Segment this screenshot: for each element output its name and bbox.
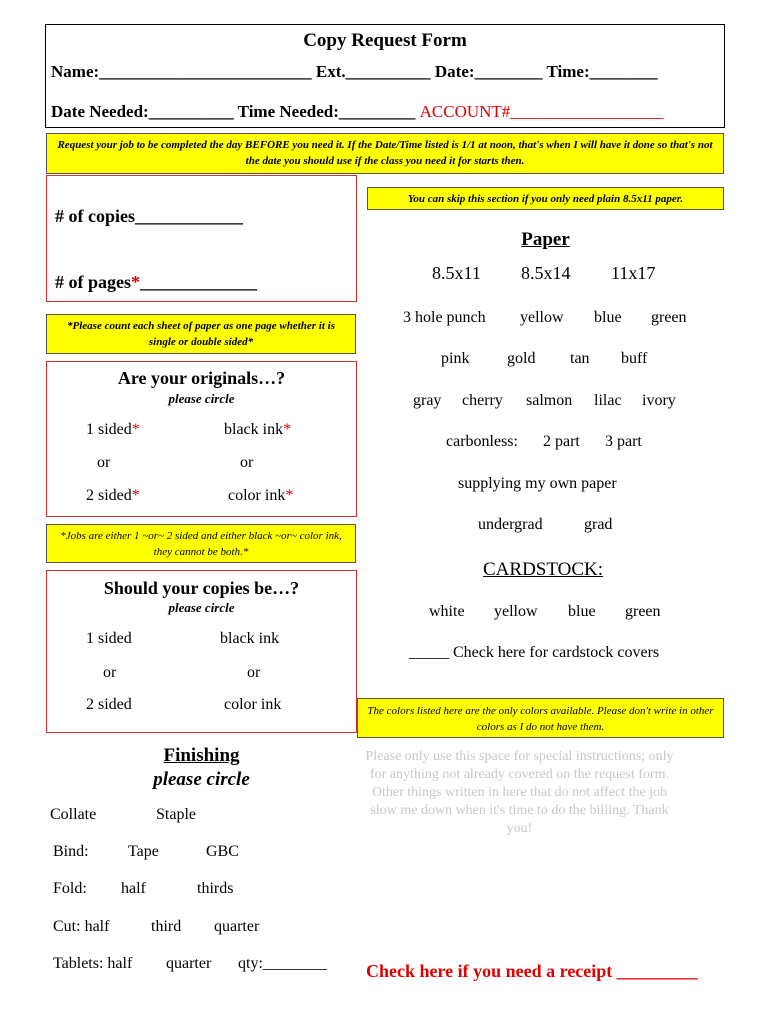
pages-label: # of pages	[55, 272, 131, 292]
originals-subtitle: please circle	[168, 391, 235, 406]
fold-half-option[interactable]: half	[121, 880, 146, 897]
ext-field[interactable]: __________	[345, 62, 431, 81]
cardstock-yellow-option[interactable]: yellow	[494, 603, 538, 620]
paper-buff-option[interactable]: buff	[621, 350, 648, 367]
collate-option[interactable]: Collate	[50, 806, 97, 823]
paper-yellow-option[interactable]: yellow	[520, 309, 564, 326]
paper-ivory-option[interactable]: ivory	[642, 392, 676, 409]
gbc-option[interactable]: GBC	[206, 843, 239, 860]
date-needed-field[interactable]: __________	[148, 102, 234, 121]
header-row-2	[51, 102, 663, 122]
date-label: Date:	[434, 62, 475, 81]
asterisk-mark: *	[131, 272, 140, 292]
pages-field[interactable]: _____________	[140, 272, 257, 292]
paper-gold-option[interactable]: gold	[507, 350, 536, 367]
copies-be-or-right: or	[247, 664, 261, 681]
cardstock-title: CARDSTOCK:	[483, 559, 604, 580]
tablets-qty-field[interactable]: qty:________	[238, 955, 327, 972]
grad-option[interactable]: grad	[584, 516, 613, 533]
undergrad-option[interactable]: undergrad	[478, 516, 543, 533]
copies-be-or-left: or	[103, 664, 117, 681]
cardstock-note: The colors listed here are the only colors available. Please don't write in other colors as I do not have them.	[357, 698, 724, 738]
ext-label: Ext.	[315, 62, 346, 81]
special-instructions-area[interactable]: Please only use this space for special instructions; only for anything not already covered on the request form. Other things written in here that do not affect the job slow me down when it's time to do the billing. Thank you!	[365, 749, 674, 836]
cut-third-option[interactable]: third	[151, 918, 182, 935]
paper-green-option[interactable]: green	[651, 309, 687, 326]
tablets-quarter-option[interactable]: quarter	[166, 955, 212, 972]
fold-thirds-option[interactable]: thirds	[197, 880, 234, 897]
time-needed-field[interactable]: _________	[338, 102, 416, 121]
jobs-note: *Jobs are either 1 ~or~ 2 sided and either black ~or~ color ink, they cannot be both.*	[46, 524, 356, 563]
size-11x17[interactable]: 11x17	[611, 263, 656, 283]
account-field[interactable]: __________________	[510, 102, 664, 121]
page-count-note: *Please count each sheet of paper as one page whether it is single or double sided*	[46, 314, 356, 354]
finishing-subtitle: please circle	[153, 769, 250, 790]
time-needed-label: Time Needed:	[237, 102, 339, 121]
cardstock-blue-option[interactable]: blue	[568, 603, 596, 620]
size-8-5x11[interactable]: 8.5x11	[432, 263, 481, 283]
tablets-half-option[interactable]: Tablets: half	[53, 955, 133, 972]
pages-row	[55, 272, 257, 293]
cardstock-white-option[interactable]: white	[429, 603, 465, 620]
copies-label: # of copies	[55, 206, 135, 226]
copies-be-subtitle: please circle	[168, 600, 235, 615]
copies-field[interactable]: ____________	[135, 206, 243, 226]
name-field[interactable]: _________________________	[99, 62, 312, 81]
copies-be-black-ink[interactable]: black ink	[220, 630, 280, 647]
originals-two-sided[interactable]: 2 sided*	[86, 487, 140, 504]
carbonless-3-part-option[interactable]: 3 part	[605, 433, 642, 450]
paper-salmon-option[interactable]: salmon	[526, 392, 573, 409]
header-row-1	[51, 62, 658, 82]
cut-half-option[interactable]: Cut: half	[53, 918, 110, 935]
carbonless-2-part-option[interactable]: 2 part	[543, 433, 580, 450]
time-field[interactable]: ________	[589, 62, 658, 81]
copies-be-color-ink[interactable]: color ink	[224, 696, 282, 713]
paper-gray-option[interactable]: gray	[413, 392, 442, 409]
originals-title: Are your originals…?	[117, 368, 286, 388]
own-paper-option[interactable]: supplying my own paper	[458, 475, 617, 492]
date-needed-label: Date Needed:	[51, 102, 149, 121]
date-field[interactable]: ________	[474, 62, 543, 81]
account-label: ACCOUNT#	[419, 102, 511, 121]
time-label: Time:	[546, 62, 590, 81]
cut-quarter-option[interactable]: quarter	[214, 918, 260, 935]
skip-note: You can skip this section if you only need plain 8.5x11 paper.	[367, 187, 724, 210]
copies-be-two-sided[interactable]: 2 sided	[86, 696, 132, 713]
size-8-5x14[interactable]: 8.5x14	[521, 263, 571, 283]
three-hole-punch-option[interactable]: 3 hole punch	[403, 309, 486, 326]
receipt-checkbox[interactable]: Check here if you need a receipt _________	[366, 961, 698, 981]
finishing-title: Finishing	[163, 745, 240, 766]
form-title: Copy Request Form	[303, 30, 467, 51]
paper-tan-option[interactable]: tan	[570, 350, 590, 367]
paper-blue-option[interactable]: blue	[594, 309, 622, 326]
copies-be-one-sided[interactable]: 1 sided	[86, 630, 132, 647]
staple-option[interactable]: Staple	[156, 806, 196, 823]
originals-one-sided[interactable]: 1 sided*	[86, 421, 140, 438]
cardstock-covers-checkbox[interactable]: _____ Check here for cardstock covers	[409, 644, 660, 661]
originals-black-ink[interactable]: black ink*	[224, 421, 292, 438]
paper-pink-option[interactable]: pink	[441, 350, 470, 367]
paper-cherry-option[interactable]: cherry	[462, 392, 503, 409]
paper-title: Paper	[521, 229, 570, 250]
copies-row	[55, 206, 243, 227]
tape-option[interactable]: Tape	[128, 843, 159, 860]
name-label: Name:	[51, 62, 100, 81]
fold-label: Fold:	[53, 880, 87, 897]
carbonless-label: carbonless:	[446, 433, 518, 450]
originals-or-right: or	[240, 454, 254, 471]
originals-or-left: or	[97, 454, 111, 471]
copies-be-title: Should your copies be…?	[103, 578, 300, 598]
originals-color-ink[interactable]: color ink*	[228, 487, 294, 504]
paper-lilac-option[interactable]: lilac	[594, 392, 622, 409]
bind-label: Bind:	[53, 843, 89, 860]
deadline-notice: Request your job to be completed the day BEFORE you need it. If the Date/Time listed is 1/1 at noon, that's when I will have it done so that's not the date you should use if the class you need it for starts then.	[46, 133, 724, 174]
cardstock-green-option[interactable]: green	[625, 603, 661, 620]
